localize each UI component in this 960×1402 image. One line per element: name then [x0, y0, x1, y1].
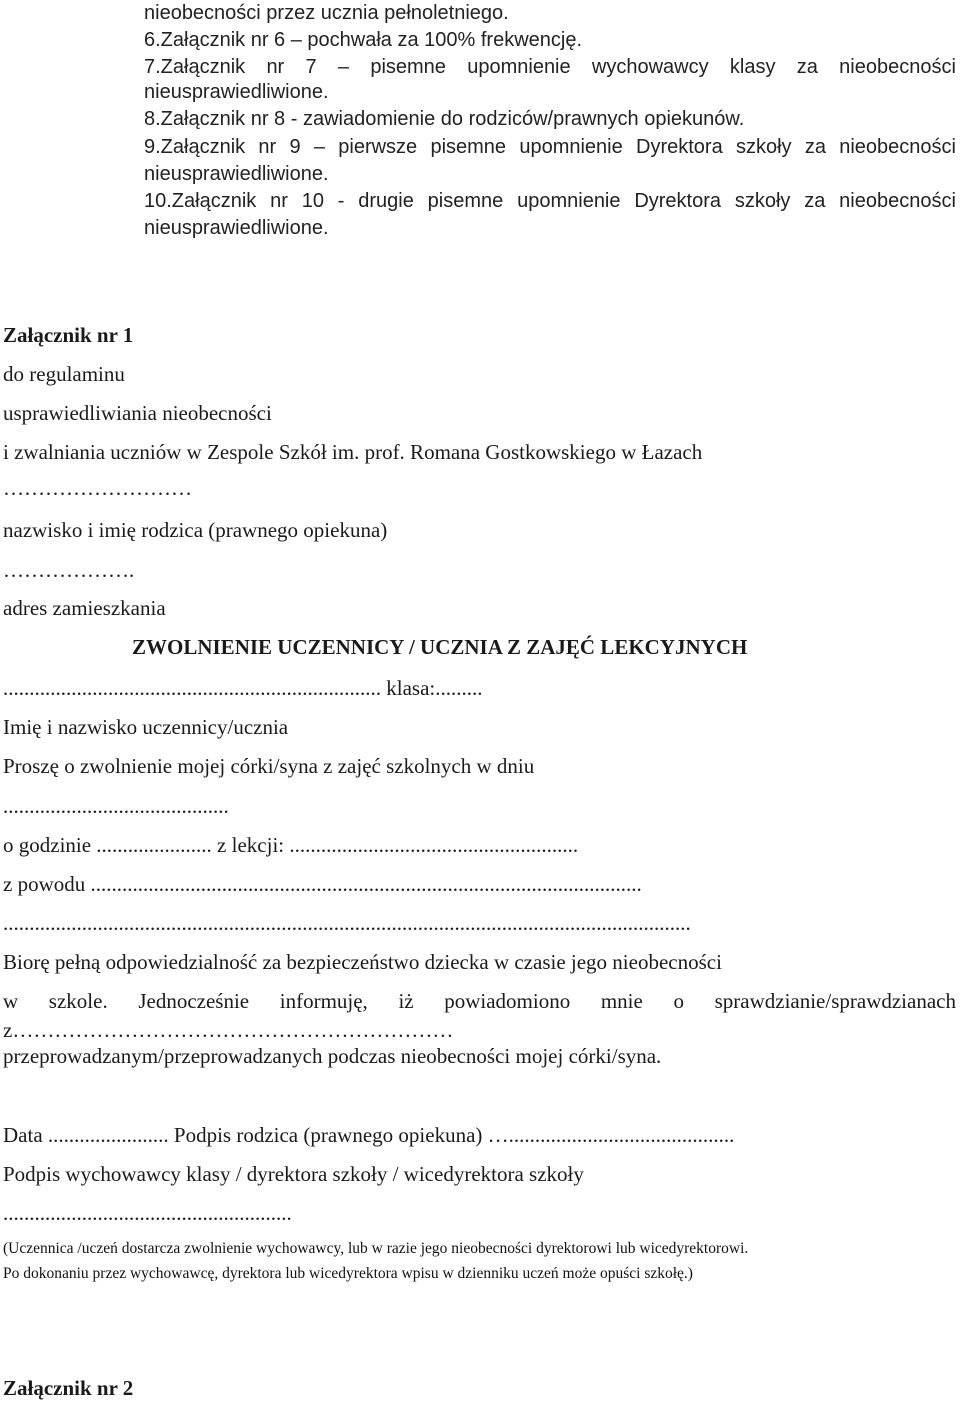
responsibility-text: przeprowadzanym/przeprowadzanych podczas nieobecności mojej córki/syna.	[3, 1044, 662, 1068]
reason-field-cont: ...................................................................................................................................	[3, 911, 691, 935]
list-item-8: 8.Załącznik nr 8 - zawiadomienie do rodziców/prawnych opiekunów.	[144, 108, 745, 130]
next-attachment-heading: Załącznik nr 2	[3, 1376, 134, 1400]
footnote: Po dokonaniu przez wychowawcę, dyrektora lub wicedyrektora wpisu w dzienniku uczeń może opuści szkołę.)	[3, 1265, 693, 1282]
form-title: ZWOLNIENIE UCZENNICY / UCZNIA Z ZAJĘĆ LEKCYJNYCH	[132, 635, 748, 659]
list-item-9: 9.Załącznik nr 9 – pierwsze pisemne upomnienie Dyrektora szkoły za nieobecności	[144, 136, 956, 158]
list-line: nieusprawiedliwione.	[144, 81, 329, 103]
address-label: adres zamieszkania	[3, 596, 166, 620]
name-class-field: ........................................................................ klasa:.........	[3, 676, 483, 700]
list-item-10: 10.Załącznik nr 10 - drugie pisemne upomnienie Dyrektora szkoły za nieobecności	[144, 190, 956, 212]
hour-lesson-field: o godzinie ...................... z lekcji: .......................................................	[3, 833, 579, 857]
parent-name-field: ………………………	[3, 476, 192, 500]
intro-line: usprawiedliwiania nieobecności	[3, 401, 272, 425]
intro-line: do regulaminu	[3, 362, 125, 386]
responsibility-text: w szkole. Jednocześnie informuję, iż powiadomiono mnie o sprawdzianie/sprawdzianach	[3, 989, 956, 1013]
list-item-7: 7.Załącznik nr 7 – pisemne upomnienie wychowawcy klasy za nieobecności	[144, 56, 956, 78]
intro-line: i zwalniania uczniów w Zespole Szkół im. prof. Romana Gostkowskiego w Łazach	[3, 440, 703, 464]
footnote: (Uczennica /uczeń dostarcza zwolnienie wychowawcy, lub w razie jego nieobecności dyrektorowi lub wicedyrektorowi.	[3, 1240, 749, 1257]
responsibility-text: Biorę pełną odpowiedzialność za bezpieczeństwo dziecka w czasie jego nieobecności	[3, 950, 722, 974]
list-line: nieusprawiedliwione.	[144, 217, 329, 239]
address-field: ……………….	[3, 558, 135, 582]
list-line: nieusprawiedliwione.	[144, 163, 329, 185]
list-line: nieobecności przez ucznia pełnoletniego.	[144, 2, 509, 24]
request-text: Proszę o zwolnienie mojej córki/syna z zajęć szkolnych w dniu	[3, 754, 535, 778]
student-name-label: Imię i nazwisko uczennicy/ucznia	[3, 715, 289, 739]
reason-field: z powodu .........................................................................................................	[3, 872, 642, 896]
teacher-signature-field: .......................................................	[3, 1201, 292, 1225]
teacher-signature-label: Podpis wychowawcy klasy / dyrektora szkoły / wicedyrektora szkoły	[3, 1162, 584, 1186]
date-field: ...........................................	[3, 794, 229, 818]
attachment-heading: Załącznik nr 1	[3, 323, 134, 347]
parent-name-label: nazwisko i imię rodzica (prawnego opiekuna)	[3, 518, 388, 542]
list-item-6: 6.Załącznik nr 6 – pochwała za 100% frekwencję.	[144, 29, 583, 51]
date-signature-line: Data ....................... Podpis rodzica (prawnego opiekuna) …...........................................	[3, 1123, 735, 1147]
subject-field: z………………………………………………………	[3, 1018, 454, 1042]
